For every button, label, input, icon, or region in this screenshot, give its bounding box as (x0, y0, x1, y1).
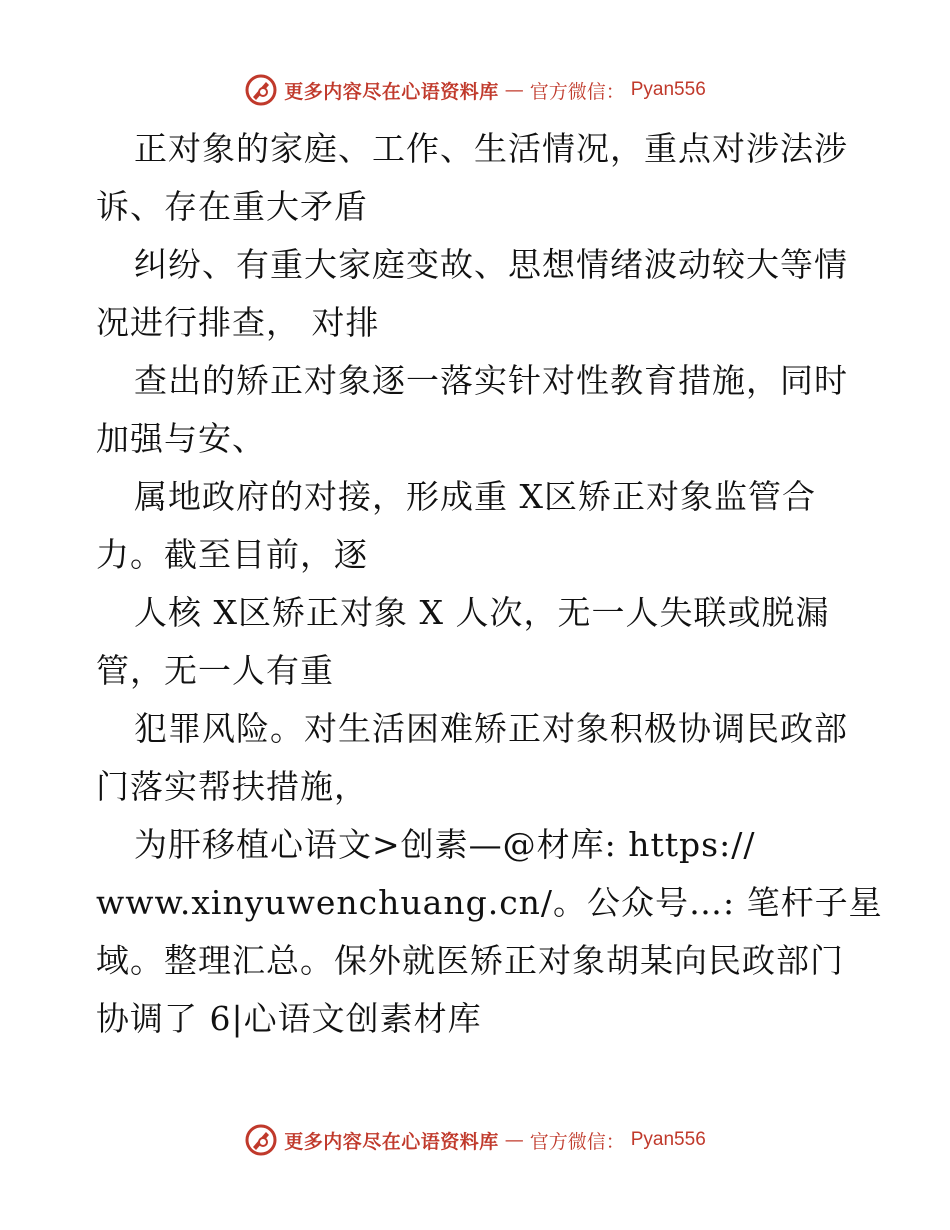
paragraph-line: 门落实帮扶措施， (96, 767, 368, 806)
paragraph-line: 犯罪风险。对生活困难矫正对象积极协调民政部 (134, 709, 848, 748)
footer-banner (0, 1120, 950, 1160)
paragraph-line: 诉、存在重大矛盾 (96, 187, 368, 226)
banner-separator: — (504, 1129, 524, 1151)
paragraph-line: www.xinyuwenchuang.cn/。公众号…: 笔杆子星 (96, 883, 883, 922)
banner-wechat-label: 官方微信： (529, 1130, 625, 1153)
paragraph-line: 查出的矫正对象逐一落实针对性教育措施，同时 (134, 361, 848, 400)
paragraph-line: 域。整理汇总。保外就医矫正对象胡某向民政部门 (96, 941, 844, 980)
paragraph-line: 况进行排查， 对排 (96, 303, 380, 342)
banner-wechat-id: Pyan556 (630, 1129, 706, 1150)
paragraph-line: 管，无一人有重 (96, 651, 334, 690)
logo-icon (244, 1123, 278, 1157)
header-banner (0, 70, 950, 110)
banner-title: 更多内容尽在心语资料库 (284, 80, 499, 103)
document-body (96, 120, 883, 1048)
paragraph-line: 协调了 6|心语文创素材库 (96, 999, 482, 1038)
paragraph-line: 力。截至目前，逐 (96, 535, 368, 574)
banner-wechat-id: Pyan556 (630, 79, 706, 100)
paragraph-line: 正对象的家庭、工作、生活情况，重点对涉法涉 (134, 129, 848, 168)
banner-title: 更多内容尽在心语资料库 (284, 1130, 499, 1153)
paragraph-line: 为肝移植心语文>创素—@材库: https:// (134, 825, 756, 864)
paragraph-line: 加强与安、 (96, 419, 266, 458)
paragraph-line: 纠纷、有重大家庭变故、思想情绪波动较大等情 (134, 245, 848, 284)
paragraph-line: 人核 X区矫正对象 X 人次，无一人失联或脱漏 (134, 593, 830, 632)
banner-wechat-label: 官方微信： (529, 80, 625, 103)
logo-icon (244, 73, 278, 107)
paragraph-line: 属地政府的对接，形成重 X区矫正对象监管合 (134, 477, 816, 516)
banner-separator: — (504, 79, 524, 101)
